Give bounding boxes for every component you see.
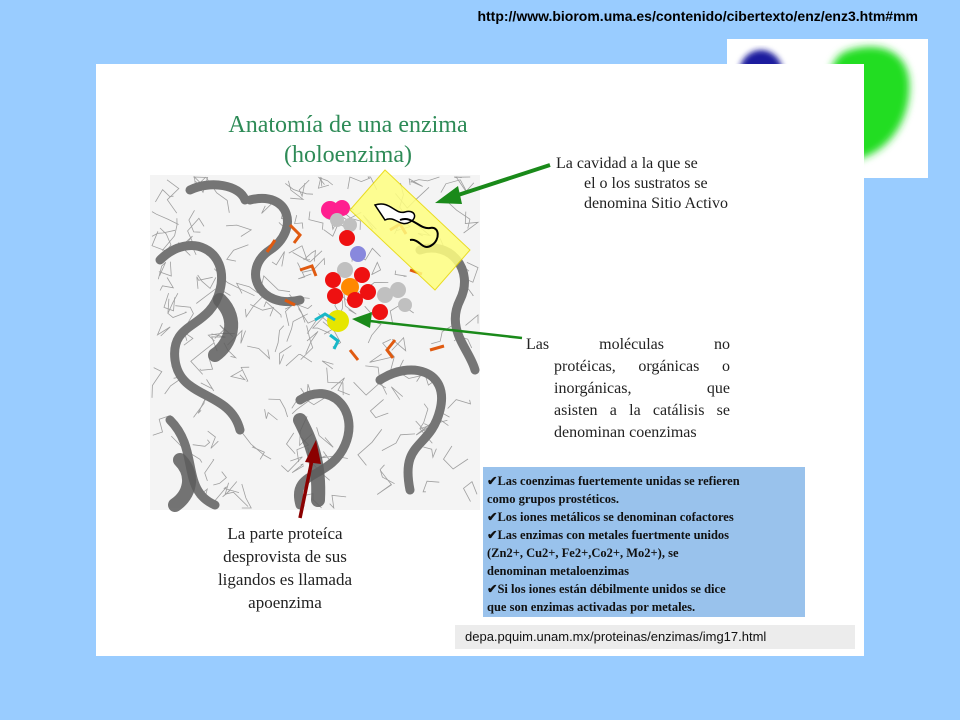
coenzyme-line-5: denominan coenzimas <box>554 424 697 441</box>
info-line-8: que son enzimas activadas por metales. <box>487 600 696 614</box>
coenzyme-line-1: Las moléculas no <box>526 336 730 353</box>
info-box <box>483 467 805 617</box>
coenzyme-line-2: protéicas, orgánicas o <box>554 358 730 375</box>
apoenzyme-line-1: La parte proteíca <box>227 524 343 543</box>
coenzyme-line-3: inorgánicas, que <box>554 380 730 397</box>
metal-ion <box>327 310 349 332</box>
info-line-5: (Zn2+, Cu2+, Fe2+,Co2+, Mo2+), se <box>487 546 679 560</box>
coenzyme-note <box>526 334 730 444</box>
source-url: http://www.biorom.uma.es/contenido/cibertexto/enz/enz3.htm#mm <box>477 8 918 24</box>
apoenzyme-line-4: apoenzima <box>248 593 322 612</box>
info-line-6: denominan metaloenzimas <box>487 564 630 578</box>
active-site-note <box>556 154 771 214</box>
image-source-caption: depa.pquim.unam.mx/proteinas/enzimas/img17.html <box>455 625 855 649</box>
apoenzyme-line-3: ligandos es llamada <box>217 570 353 589</box>
active-site-line-1: La cavidad a la que se <box>556 155 698 172</box>
info-line-2: como grupos prostéticos. <box>487 492 620 506</box>
active-site-line-2: el o los sustratos se <box>584 175 708 192</box>
active-site-line-3: denomina Sitio Activo <box>584 195 728 212</box>
title-line-2: (holoenzima) <box>284 142 412 168</box>
info-line-4: ✔Las enzimas con metales fuertmente unidos <box>487 528 730 542</box>
apoenzyme-note <box>180 522 390 614</box>
apoenzyme-line-2: desprovista de sus <box>223 547 347 566</box>
diagram-title <box>223 110 473 170</box>
info-line-1: ✔Las coenzimas fuertemente unidas se refieren <box>487 474 740 488</box>
coenzyme-line-4: asisten a la catálisis se <box>554 402 730 419</box>
info-line-3: ✔Los iones metálicos se denominan cofactores <box>487 510 734 524</box>
info-line-7: ✔Si los iones están débilmente unidos se dice <box>487 582 726 596</box>
title-line-1: Anatomía de una enzima <box>228 112 468 138</box>
